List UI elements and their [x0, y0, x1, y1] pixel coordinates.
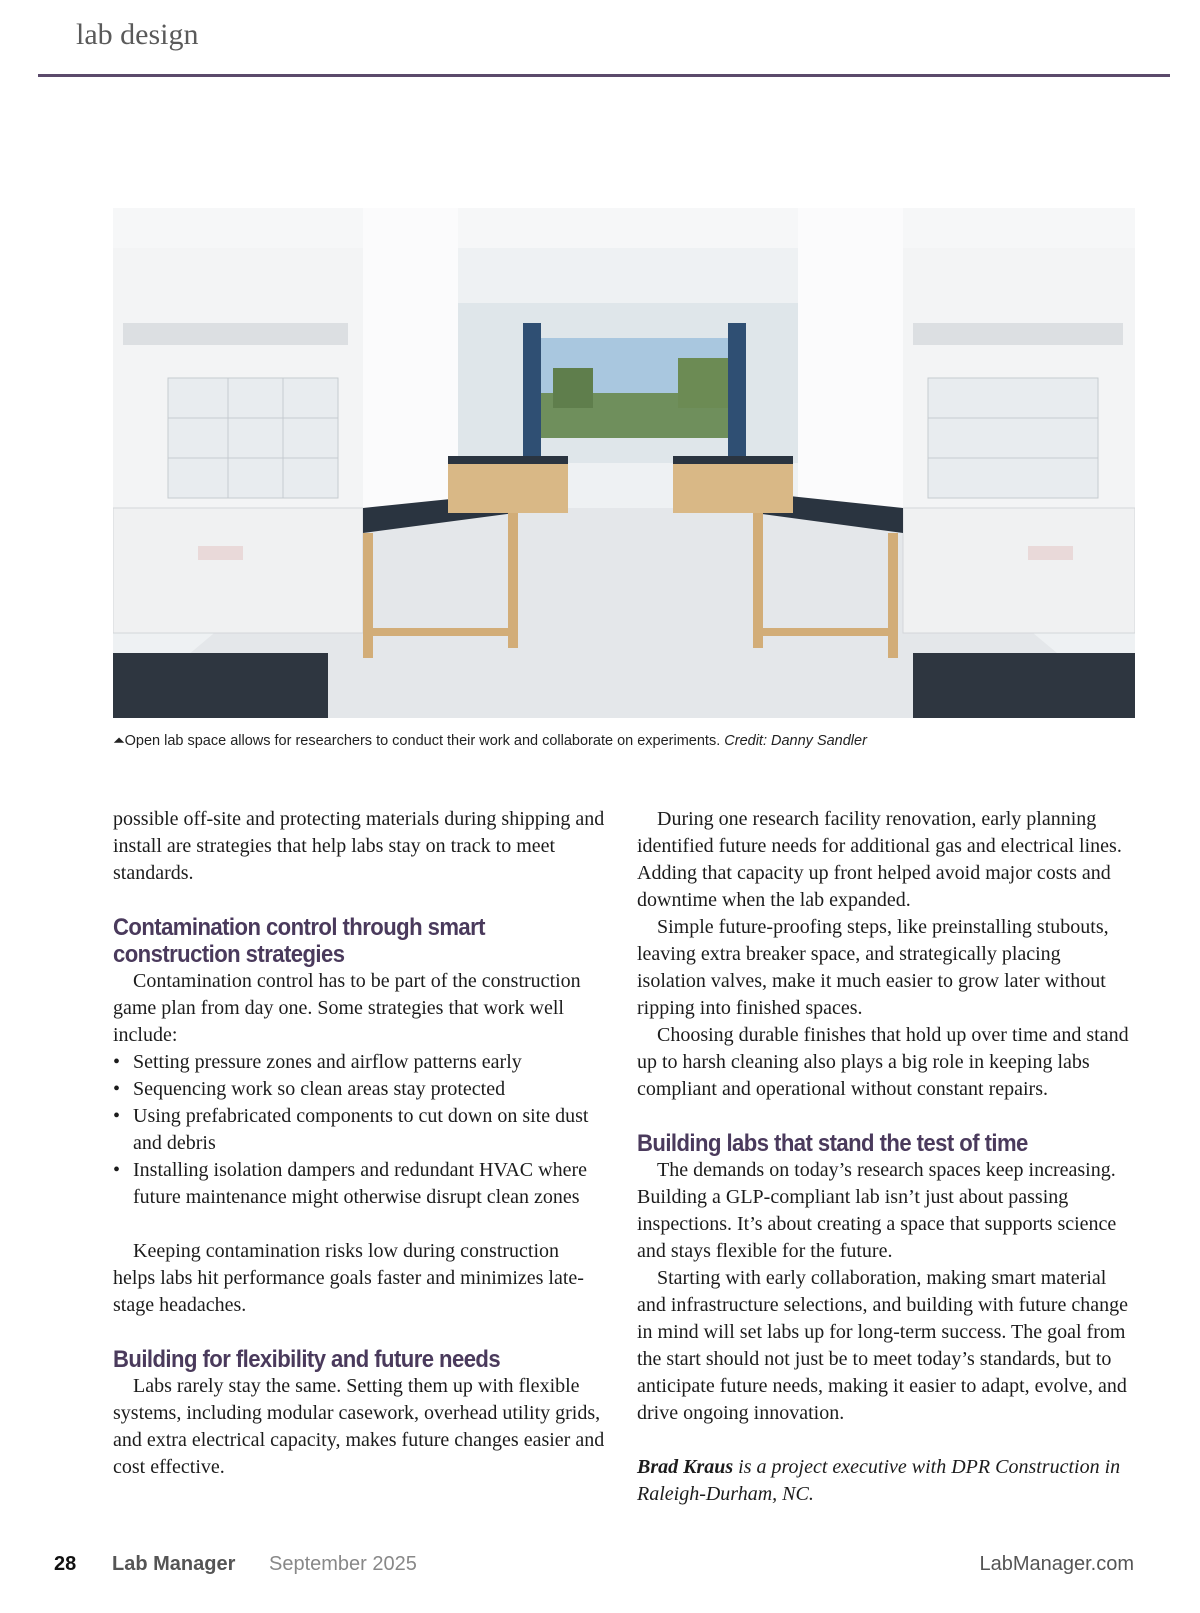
list-item: • Using prefabricated components to cut down on site dust and debris: [113, 1103, 605, 1157]
paragraph: The demands on today’s research spaces keep increasing. Building a GLP-compliant lab isn’t just about passing inspections. It’s about creating a space that supports science and stays flexible for the future.: [637, 1159, 1117, 1262]
heading-contamination-control: Contamination control through smart construction strategies: [113, 914, 485, 968]
paragraph: Contamination control has to be part of the construction game plan from day one. Some strategies that work well include:: [113, 970, 581, 1046]
intro-paragraph: possible off-site and protecting materials during shipping and install are strategies that help labs stay on track to meet standards.: [113, 808, 605, 884]
paragraph: Simple future-proofing steps, like preinstalling stubouts, leaving extra breaker space, and strategically placing isolation valves, make it much easier to grow later without ripping into finished spaces.: [637, 916, 1109, 1019]
paragraph: Keeping contamination risks low during construction helps labs hit performance goals faster and minimizes late-stage headaches.: [113, 1240, 584, 1316]
author-name: Brad Kraus: [637, 1456, 734, 1478]
lab-photo: [113, 208, 1135, 718]
list-item: • Sequencing work so clean areas stay protected: [113, 1076, 605, 1103]
photo-caption: [113, 733, 1135, 749]
issue-date: September 2025: [269, 1553, 417, 1575]
paragraph: Starting with early collaboration, making smart material and infrastructure selections, and building with future change in mind will set labs up for long-term success. The goal from the start should not just be to meet today’s standards, but to anticipate future needs, making it easier to adapt, evolve, and drive ongoing innovation.: [637, 1267, 1128, 1424]
page-number: 28: [54, 1553, 77, 1575]
left-column: [113, 806, 605, 1481]
website: LabManager.com: [979, 1553, 1134, 1575]
paragraph: Choosing durable finishes that hold up over time and stand up to harsh cleaning also plays a big role in keeping labs compliant and operational without constant repairs.: [637, 1024, 1129, 1100]
right-column: [637, 806, 1129, 1508]
author-bio: [637, 1454, 1129, 1508]
heading-flexibility: Building for flexibility and future needs: [113, 1346, 501, 1373]
list-item: • Installing isolation dampers and redundant HVAC where future maintenance might otherwise disrupt clean zones: [113, 1157, 605, 1211]
header-rule: [38, 74, 1170, 77]
page-footer: [0, 1553, 1200, 1583]
magazine-name: Lab Manager: [112, 1553, 236, 1575]
paragraph: During one research facility renovation, early planning identified future needs for additional gas and electrical lines. Adding that capacity up front helped avoid major costs and downtime when the lab expanded.: [637, 808, 1122, 911]
paragraph: Labs rarely stay the same. Setting them up with flexible systems, including modular casework, overhead utility grids, and extra electrical capacity, makes future changes easier and cost effective.: [113, 1375, 605, 1478]
strategy-list: [113, 1049, 605, 1211]
list-item: • Setting pressure zones and airflow patterns early: [113, 1049, 605, 1076]
photo-credit: Credit: Danny Sandler: [724, 733, 867, 749]
caption-text: Open lab space allows for researchers to conduct their work and collaborate on experiments.: [124, 733, 721, 749]
section-label: lab design: [76, 18, 199, 51]
author-bio-text: is a project executive with DPR Construction in Raleigh-Durham, NC.: [637, 1456, 1121, 1505]
caret-up-icon: ⏶: [113, 733, 125, 749]
heading-test-of-time: Building labs that stand the test of time: [637, 1130, 1028, 1157]
